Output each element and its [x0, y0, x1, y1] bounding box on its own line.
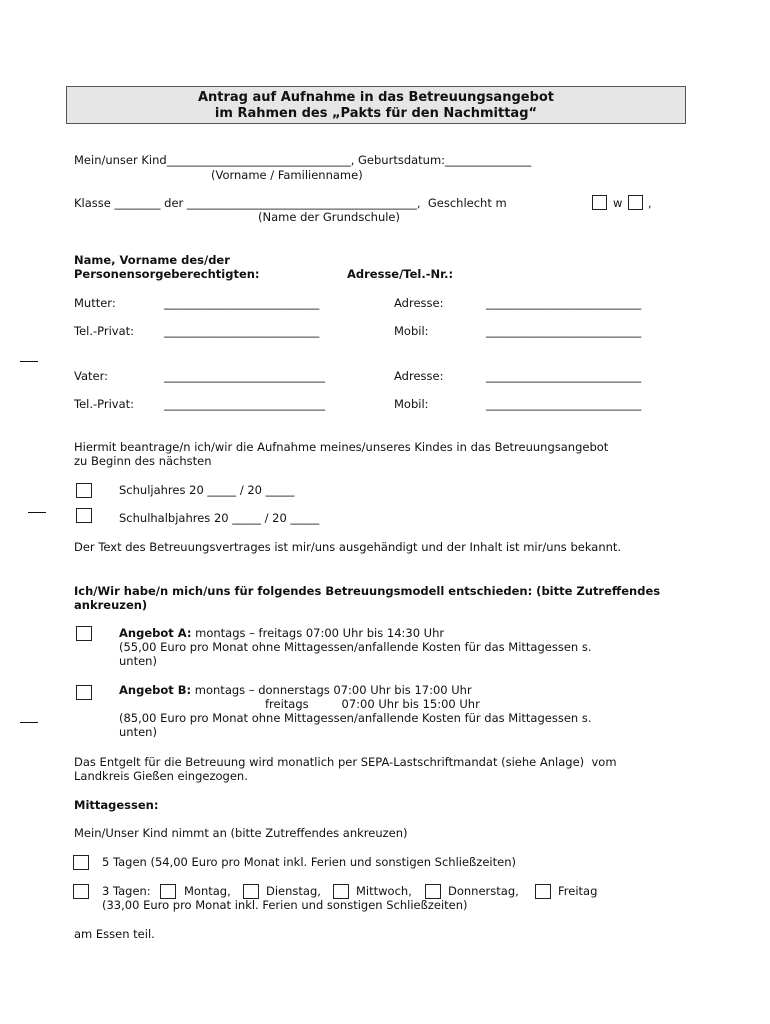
margin-mark [20, 361, 38, 362]
friday-checkbox[interactable] [535, 884, 551, 899]
angebot-b-time-2: freitags 07:00 Uhr bis 15:00 Uhr [265, 697, 480, 711]
vater-mobil-label: Mobil: [394, 397, 429, 411]
vater-tel-field[interactable]: ____________________________ [164, 397, 325, 411]
monday-checkbox[interactable] [160, 884, 176, 899]
wednesday-checkbox[interactable] [333, 884, 349, 899]
fee-text-1: Das Entgelt für die Betreuung wird monatlich per SEPA-Lastschriftmandat (siehe Anlage) vom [74, 755, 617, 769]
mutter-address-label: Adresse: [394, 296, 444, 310]
child-name-hint: (Vorname / Familienname) [211, 168, 363, 182]
fee-text-2: Landkreis Gießen eingezogen. [74, 769, 248, 783]
three-days-label: 3 Tagen: [102, 884, 151, 898]
lunch-intro: Mein/Unser Kind nimmt an (bitte Zutreffendes ankreuzen) [74, 826, 408, 840]
mutter-tel-label: Tel.-Privat: [74, 324, 135, 338]
form-title-line-1: Antrag auf Aufnahme in das Betreuungsangebot [197, 90, 555, 105]
child-name-line[interactable]: Mein/unser Kind________________________________, Geburtsdatum:_______________ [74, 153, 532, 167]
vater-label: Vater: [74, 369, 109, 383]
angebot-a-label: Angebot A: [119, 626, 192, 640]
lunch-closing: am Essen teil. [74, 927, 155, 941]
angebot-a-line [119, 626, 444, 640]
gender-m-checkbox[interactable] [592, 195, 607, 210]
wednesday-label: Mittwoch, [356, 884, 412, 898]
five-days-label: 5 Tagen (54,00 Euro pro Monat inkl. Ferien und sonstigen Schließzeiten) [102, 855, 516, 869]
angebot-b-label: Angebot B: [119, 683, 192, 697]
guardian-header-1: Name, Vorname des/der [74, 253, 230, 267]
mutter-name-field[interactable]: ___________________________ [164, 296, 320, 310]
friday-label: Freitag [558, 884, 598, 898]
vater-address-field[interactable]: ___________________________ [486, 369, 642, 383]
mutter-tel-field[interactable]: ___________________________ [164, 324, 320, 338]
monday-label: Montag, [184, 884, 231, 898]
margin-mark [20, 722, 38, 723]
angebot-a-cost-1: (55,00 Euro pro Monat ohne Mittagessen/anfallende Kosten für das Mittagessen s. [119, 640, 592, 654]
five-days-checkbox[interactable] [73, 855, 89, 870]
angebot-b-line [119, 683, 472, 697]
application-text-1: Hiermit beantrage/n ich/wir die Aufnahme meines/unseres Kindes in das Betreuungsangebot [74, 440, 609, 454]
angebot-b-cost-2: unten) [119, 725, 157, 739]
mutter-mobil-field[interactable]: ___________________________ [486, 324, 642, 338]
vater-tel-label: Tel.-Privat: [74, 397, 135, 411]
angebot-b-cost-1: (85,00 Euro pro Monat ohne Mittagessen/anfallende Kosten für das Mittagessen s. [119, 711, 592, 725]
mutter-address-field[interactable]: ___________________________ [486, 296, 642, 310]
schuljahr-option: Schuljahres 20 _____ / 20 _____ [119, 483, 295, 497]
three-days-cost: (33,00 Euro pro Monat inkl. Ferien und sonstigen Schließzeiten) [102, 898, 468, 912]
tuesday-label: Dienstag, [266, 884, 321, 898]
form-title-line-2: im Rahmen des „Pakts für den Nachmittag“ [214, 106, 538, 121]
schuljahr-checkbox[interactable] [76, 483, 92, 498]
gender-w-label: w [613, 196, 623, 210]
vater-mobil-field[interactable]: ___________________________ [486, 397, 642, 411]
vater-address-label: Adresse: [394, 369, 444, 383]
contract-note: Der Text des Betreuungsvertrages ist mir/uns ausgehändigt und der Inhalt ist mir/uns bekannt. [74, 540, 622, 554]
form-title-box [66, 86, 686, 124]
model-heading-1: Ich/Wir habe/n mich/uns für folgendes Betreuungsmodell entschieden: (bitte Zutreffendes [74, 584, 661, 598]
model-heading-2: ankreuzen) [74, 598, 148, 612]
tuesday-checkbox[interactable] [243, 884, 259, 899]
angebot-a-time: montags – freitags 07:00 Uhr bis 14:30 Uhr [191, 626, 445, 640]
angebot-b-checkbox[interactable] [76, 685, 92, 700]
thursday-checkbox[interactable] [425, 884, 441, 899]
thursday-label: Donnerstag, [448, 884, 519, 898]
lunch-heading: Mittagessen: [74, 798, 159, 812]
three-days-checkbox[interactable] [73, 884, 89, 899]
schulhalbjahr-option: Schulhalbjahres 20 _____ / 20 _____ [119, 511, 320, 525]
gender-line-end: , [648, 196, 652, 210]
angebot-a-checkbox[interactable] [76, 626, 92, 641]
application-text-2: zu Beginn des nächsten [74, 454, 212, 468]
school-name-hint: (Name der Grundschule) [258, 210, 400, 224]
angebot-b-time: montags – donnerstags 07:00 Uhr bis 17:00 Uhr [191, 683, 472, 697]
mutter-label: Mutter: [74, 296, 116, 310]
mutter-mobil-label: Mobil: [394, 324, 429, 338]
class-school-line[interactable]: Klasse ________ der ________________________________________, Geschlecht m [74, 196, 507, 210]
gender-w-checkbox[interactable] [628, 195, 643, 210]
vater-name-field[interactable]: ____________________________ [164, 369, 325, 383]
angebot-a-cost-2: unten) [119, 654, 157, 668]
address-header: Adresse/Tel.-Nr.: [347, 267, 454, 281]
schulhalbjahr-checkbox[interactable] [76, 508, 92, 523]
guardian-header-2: Personensorgeberechtigten: [74, 267, 260, 281]
margin-mark [28, 512, 46, 513]
